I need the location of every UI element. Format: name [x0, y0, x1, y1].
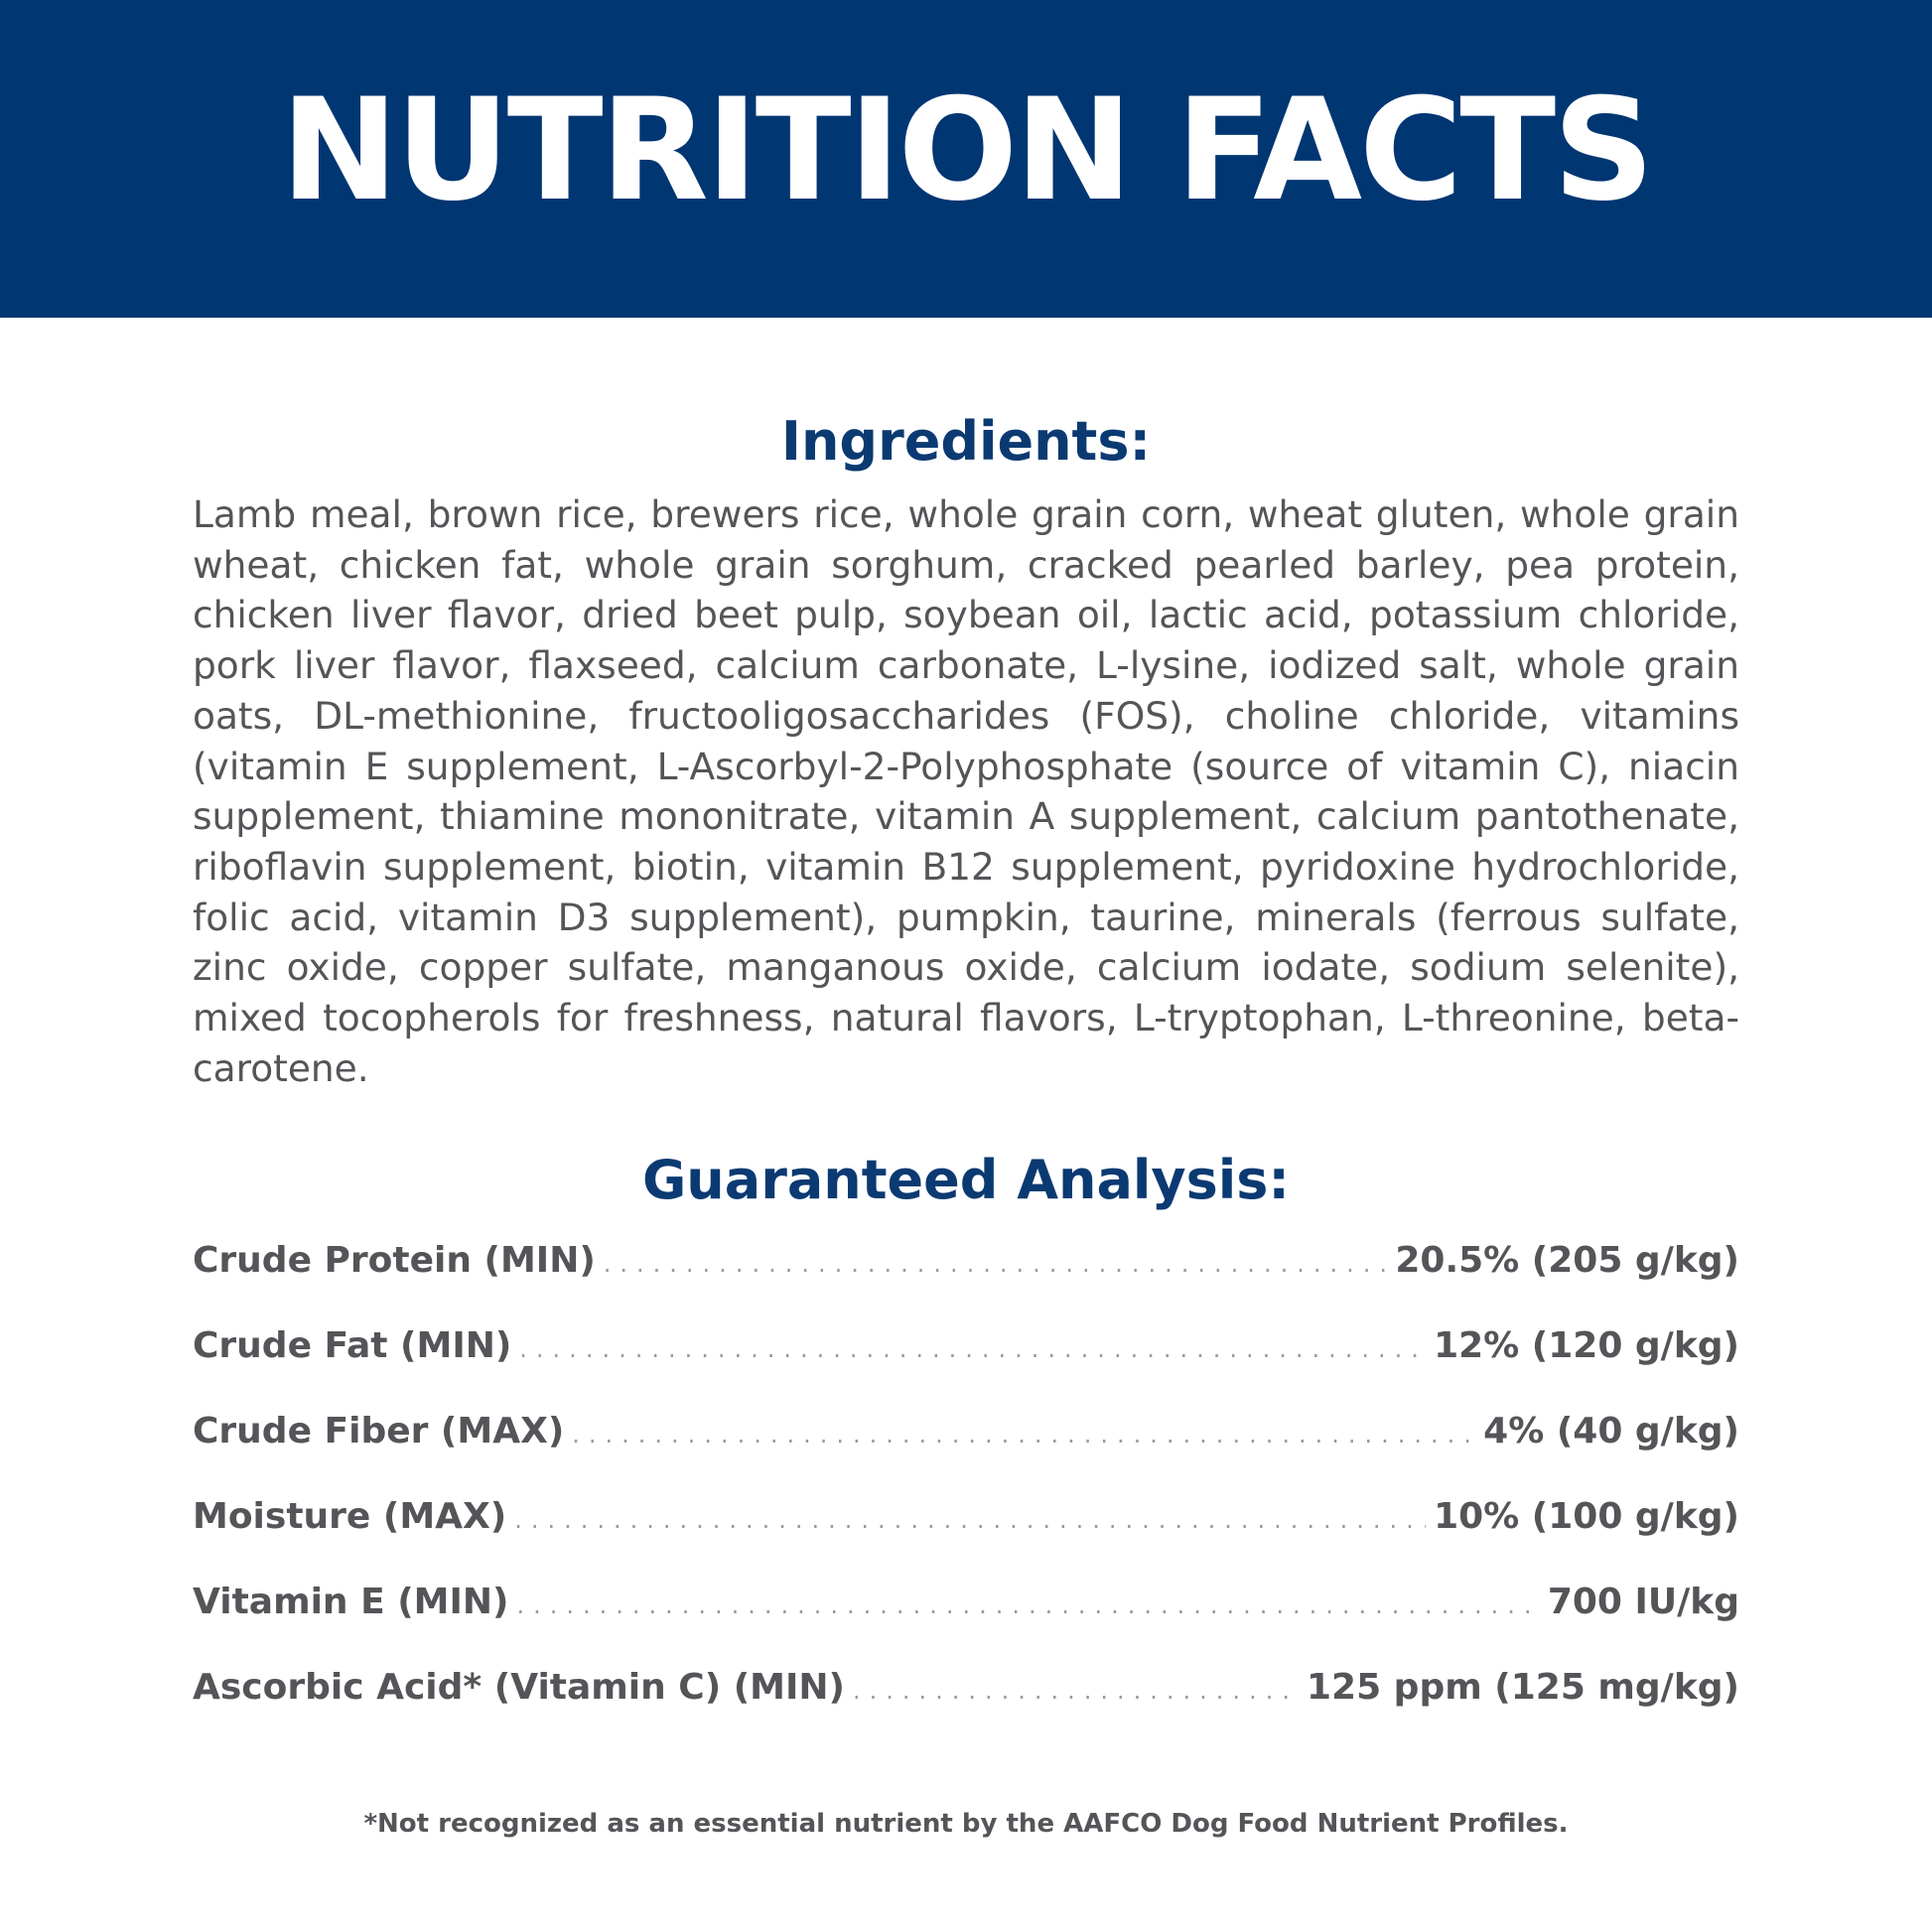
dot-leader [519, 1335, 1426, 1363]
analysis-value: 10% (100 g/kg) [1434, 1496, 1739, 1537]
analysis-value: 4% (40 g/kg) [1483, 1411, 1739, 1451]
ingredients-heading: Ingredients: [780, 410, 1152, 473]
page-title: NUTRITION FACTS [280, 69, 1652, 232]
analysis-row-moisture [193, 1496, 1739, 1582]
analysis-row-crude-fat [193, 1325, 1739, 1411]
analysis-label: Crude Protein (MIN) [193, 1240, 596, 1281]
analysis-label: Ascorbic Acid* (Vitamin C) (MIN) [193, 1667, 845, 1708]
ingredients-text: Lamb meal, brown rice, brewers rice, whole grain corn, wheat gluten, whole grain wheat, chicken fat, whole grain sorghum, cracked pearled barley, pea protein, chicken liver flavor, dried beet pulp, soybean oil, lactic acid, potassium chloride, pork liver flavor, flaxseed, calcium carbonate, L-lysine, iodized salt, whole grain oats, DL-methionine, fructooligosaccharides (FOS), choline chloride, vitamins (vitamin E supplement, L-Ascorbyl-2-Polyphosphate (source of vitamin C), niacin supplement, thiamine mononitrate, vitamin A supplement, calcium pantothenate, riboflavin supplement, biotin, vitamin B12 supplement, pyridoxine hydrochloride, folic acid, vitamin D3 supplement), pumpkin, taurine, minerals (ferrous sulfate, zinc oxide, copper sulfate, manganous oxide, calcium iodate, sodium selenite), mixed tocopherols for freshness, natural flavors, L-tryptophan, L-threonine, beta-carotene. [193, 492, 1739, 1090]
dot-leader [516, 1591, 1539, 1619]
analysis-value: 700 IU/kg [1547, 1582, 1739, 1622]
dot-leader [514, 1506, 1426, 1534]
dot-leader [853, 1677, 1299, 1705]
header-band [0, 0, 1932, 318]
analysis-row-crude-protein [193, 1240, 1739, 1325]
analysis-label: Vitamin E (MIN) [193, 1582, 509, 1622]
analysis-row-vitamin-e [193, 1582, 1739, 1667]
analysis-label: Crude Fat (MIN) [193, 1325, 512, 1366]
analysis-row-crude-fiber [193, 1411, 1739, 1496]
analysis-value: 20.5% (205 g/kg) [1395, 1240, 1739, 1281]
dot-leader [604, 1250, 1388, 1278]
analysis-row-ascorbic-acid [193, 1667, 1739, 1752]
guaranteed-analysis-list [193, 1240, 1739, 1752]
footnote: *Not recognized as an essential nutrient by the AAFCO Dog Food Nutrient Profiles. [363, 1809, 1569, 1839]
dot-leader [572, 1421, 1475, 1449]
analysis-label: Crude Fiber (MAX) [193, 1411, 565, 1451]
analysis-value: 125 ppm (125 mg/kg) [1307, 1667, 1739, 1708]
analysis-label: Moisture (MAX) [193, 1496, 507, 1537]
guaranteed-analysis-heading: Guaranteed Analysis: [641, 1149, 1290, 1211]
analysis-value: 12% (120 g/kg) [1434, 1325, 1739, 1366]
